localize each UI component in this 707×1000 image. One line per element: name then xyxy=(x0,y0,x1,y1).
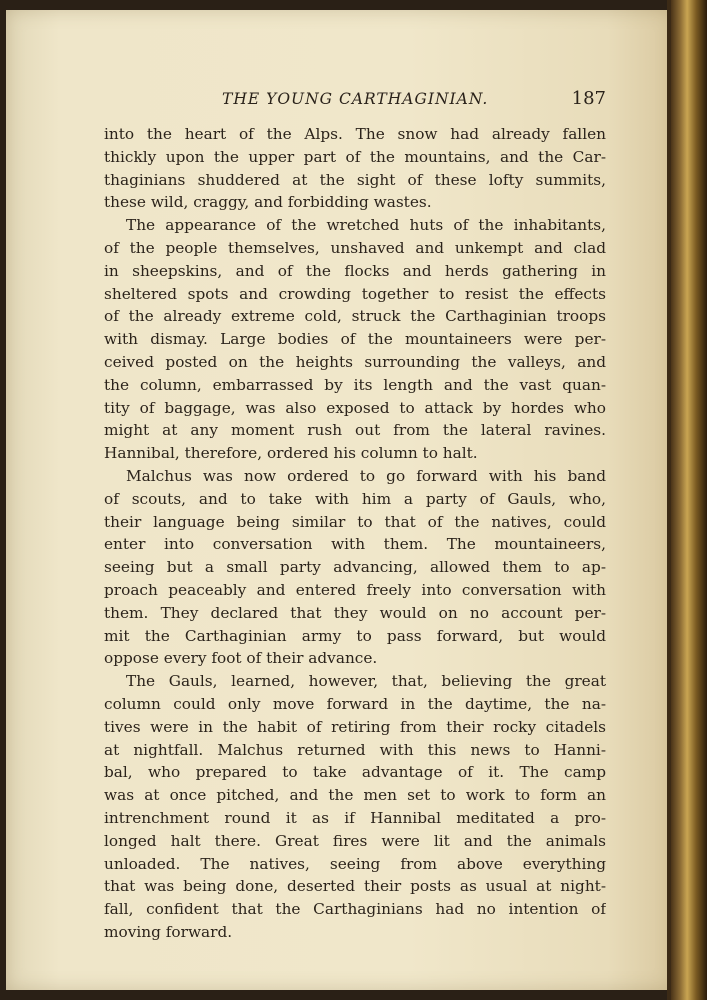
text-line: tives were in the habit of retiring from their rocky citadels xyxy=(104,717,606,736)
text-line: was at once pitched, and the men set to work to form an xyxy=(104,786,606,805)
text-line: at nightfall. Malchus returned with this news to Hanni- xyxy=(104,740,606,759)
text-line: enter into conversation with them. The mountaineers, xyxy=(104,535,606,554)
text-line: the column, embarrassed by its length and the vast quan- xyxy=(104,375,606,394)
paragraph-end-line: Hannibal, therefore, ordered his column to halt. xyxy=(104,444,478,463)
text-line: mit the Carthaginian army to pass forward, but would xyxy=(104,626,606,645)
running-header xyxy=(104,90,606,114)
text-line: unloaded. The natives, seeing from above everything xyxy=(104,854,606,873)
text-line: thaginians shuddered at the sight of these lofty summits, xyxy=(104,170,606,189)
paragraph-end-line: oppose every foot of their advance. xyxy=(104,649,378,668)
text-line: proach peaceably and entered freely into conversation with xyxy=(104,580,606,599)
text-line: seeing but a small party advancing, allowed them to ap- xyxy=(104,558,606,577)
text-line: in sheepskins, and of the flocks and herds gathering in xyxy=(104,261,606,280)
text-line: into the heart of the Alps. The snow had already fallen xyxy=(104,125,606,143)
text-line: sheltered spots and crowding together to resist the effects xyxy=(104,284,606,303)
text-line: might at any moment rush out from the lateral ravines. xyxy=(104,421,606,440)
text-line: thickly upon the upper part of the mountains, and the Car- xyxy=(104,147,606,166)
paragraph-start-line: The Gauls, learned, however, that, believing the great xyxy=(126,672,606,691)
text-line: intrenchment round it as if Hannibal meditated a pro- xyxy=(104,808,606,827)
text-line: of the people themselves, unshaved and unkempt and clad xyxy=(104,238,606,257)
body-text xyxy=(104,123,606,944)
text-line: that was being done, deserted their posts as usual at night- xyxy=(104,877,606,896)
text-line: ceived posted on the heights surrounding the valleys, and xyxy=(104,352,606,371)
page-number: 187 xyxy=(571,88,606,109)
text-line: tity of baggage, was also exposed to attack by hordes who xyxy=(104,398,606,417)
text-line: longed halt there. Great fires were lit and the animals xyxy=(104,831,606,850)
text-line: bal, who prepared to take advantage of it. The camp xyxy=(104,763,606,782)
paragraph-start-line: Malchus was now ordered to go forward with his band xyxy=(126,466,606,485)
paragraph-start-line: The appearance of the wretched huts of the inhabitants, xyxy=(126,216,606,235)
text-line: fall, confident that the Carthaginians had no intention of xyxy=(104,900,606,919)
text-line: column could only move forward in the daytime, the na- xyxy=(104,694,606,713)
text-line: of the already extreme cold, struck the Carthaginian troops xyxy=(104,307,606,326)
book-spine xyxy=(671,0,707,1000)
text-line: with dismay. Large bodies of the mountaineers were per- xyxy=(104,330,606,349)
text-line: of scouts, and to take with him a party of Gauls, who, xyxy=(104,489,606,508)
paragraph-end-line: these wild, craggy, and forbidding wastes. xyxy=(104,193,432,212)
running-title: THE YOUNG CARTHAGINIAN. xyxy=(222,90,489,108)
paragraph-end-line: moving forward. xyxy=(104,922,233,941)
text-line: them. They declared that they would on no account per- xyxy=(104,603,606,622)
text-line: their language being similar to that of the natives, could xyxy=(104,512,606,531)
